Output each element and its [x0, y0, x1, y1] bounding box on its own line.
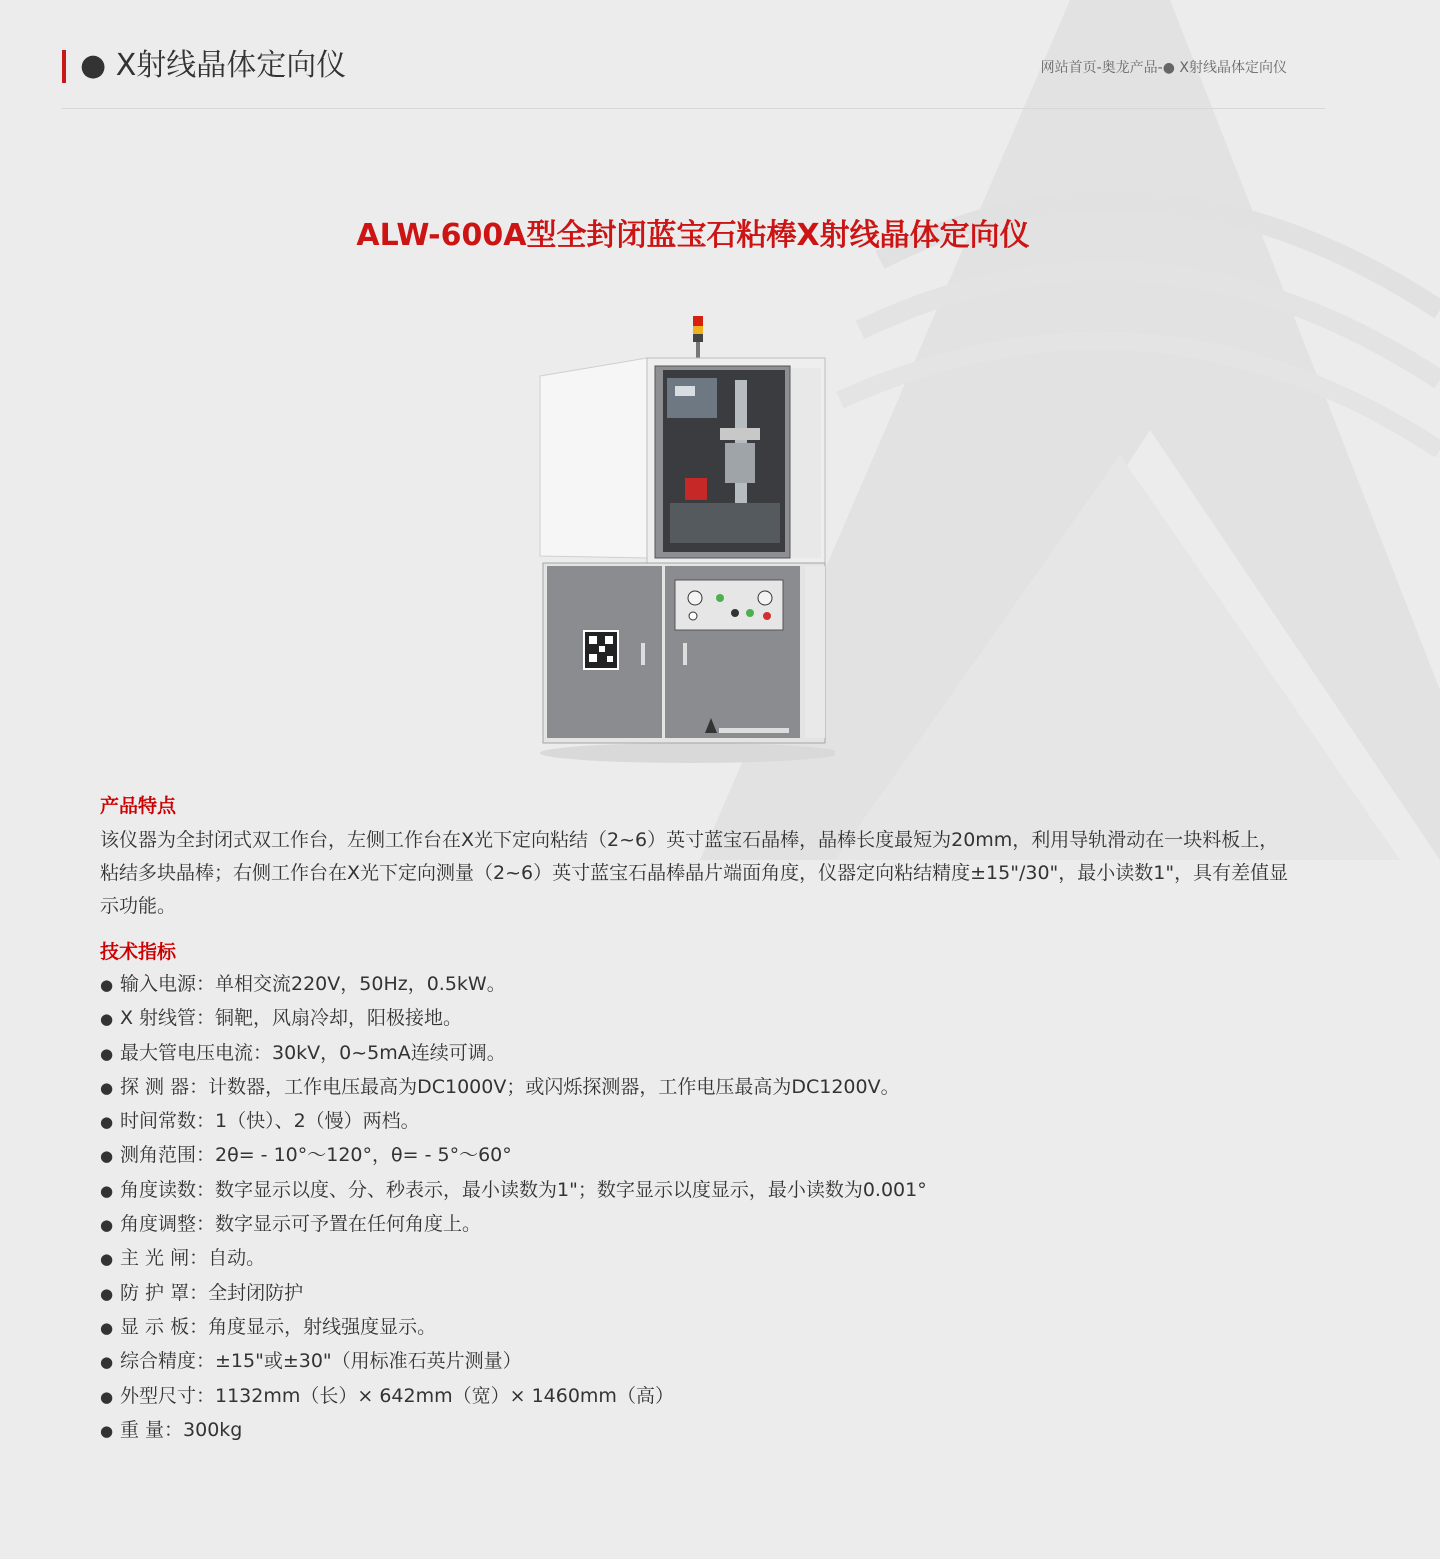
spec-item-text: X 射线管：铜靶，风扇冷却，阳极接地。: [120, 1007, 463, 1030]
warning-light-icon: [693, 316, 703, 360]
list-item: [100, 1139, 1300, 1173]
specs-heading: 技术指标: [100, 941, 177, 963]
product-image: [535, 308, 835, 768]
bullet-icon: ●: [100, 1044, 114, 1063]
bullet-icon: ●: [100, 1318, 114, 1337]
list-item: [100, 1037, 1300, 1071]
list-item: [100, 1380, 1300, 1414]
bullet-icon: ●: [100, 1181, 114, 1200]
list-item: [100, 1277, 1300, 1311]
page-header: [62, 38, 1325, 109]
list-item: [100, 1174, 1300, 1208]
bullet-icon: ●: [100, 1353, 114, 1372]
list-item: [100, 1002, 1300, 1036]
spec-item-text: 输入电源：单相交流220V，50Hz，0.5kW。: [120, 973, 506, 995]
bullet-icon: ●: [100, 1421, 114, 1440]
breadcrumb-products-link[interactable]: 奥龙产品: [1101, 60, 1158, 76]
bullet-icon: ●: [100, 1147, 114, 1166]
spec-item-text: 重 量：300kg: [120, 1418, 243, 1441]
breadcrumb-current: ● X射线晶体定向仪: [1162, 60, 1287, 76]
spec-item-text: 外型尺寸：1132mm（长）× 642mm（宽）× 1460mm（高）: [120, 1384, 674, 1407]
list-item: [100, 968, 1300, 1002]
page-title: ● X射线晶体定向仪: [80, 48, 347, 83]
breadcrumb-separator: -: [1157, 60, 1163, 76]
spec-item-text: 角度读数：数字显示以度、分、秒表示，最小读数为1"；数字显示以度显示，最小读数为0.001°: [120, 1178, 927, 1201]
breadcrumb: [1041, 58, 1287, 78]
spec-list: [100, 968, 1300, 1448]
breadcrumb-separator: -: [1096, 60, 1102, 76]
spec-item-text: 时间常数：1（快）、2（慢）两档。: [120, 1110, 420, 1133]
spec-item-text: 综合精度：±15"或±30"（用标准石英片测量）: [120, 1350, 522, 1373]
list-item: [100, 1242, 1300, 1276]
spec-item-text: 防 护 罩：全封闭防护: [120, 1281, 304, 1304]
bullet-icon: ●: [100, 1216, 114, 1235]
bullet-icon: ●: [100, 1113, 114, 1132]
list-item: [100, 1345, 1300, 1379]
features-heading: 产品特点: [100, 795, 177, 817]
spec-item-text: 角度调整：数字显示可予置在任何角度上。: [120, 1213, 482, 1236]
bullet-icon: ●: [100, 1250, 114, 1269]
product-title: ALW-600A型全封闭蓝宝石粘棒X射线晶体定向仪: [356, 218, 1030, 253]
header-accent-bar: [62, 50, 66, 83]
list-item: [100, 1311, 1300, 1345]
bullet-icon: ●: [100, 976, 114, 994]
spec-item-text: 显 示 板：角度显示，射线强度显示。: [120, 1315, 437, 1338]
bullet-icon: ●: [100, 1387, 114, 1406]
list-item: [100, 1105, 1300, 1139]
spec-item-text: 探 测 器：计数器，工作电压最高为DC1000V；或闪烁探测器，工作电压最高为DC1200V。: [120, 1075, 900, 1098]
spec-item-text: 主 光 闸：自动。: [120, 1247, 266, 1270]
bullet-icon: ●: [100, 1078, 114, 1097]
breadcrumb-home-link[interactable]: 网站首页: [1040, 60, 1097, 76]
bullet-icon: ●: [100, 1284, 114, 1303]
bullet-icon: ●: [100, 1010, 114, 1029]
features-description: 该仪器为全封闭式双工作台，左侧工作台在X光下定向粘结（2~6）英寸蓝宝石晶棒，晶棒长度最短为20mm，利用导轨滑动在一块料板上，粘结多块晶棒；右侧工作台在X光下定向测量（2~6）英寸蓝宝石晶棒晶片端面角度，仪器定向粘结精度±15"/30"，最小读数1"，具有差值显示功能。: [100, 829, 1289, 917]
list-item: [100, 1208, 1300, 1242]
list-item: [100, 1071, 1300, 1105]
qr-code-icon: [583, 630, 619, 670]
spec-item-text: 测角范围：2θ= - 10°～120°，θ= - 5°～60°: [120, 1144, 512, 1167]
spec-item-text: 最大管电压电流：30kV，0~5mA连续可调。: [120, 1041, 506, 1064]
list-item: [100, 1414, 1300, 1448]
